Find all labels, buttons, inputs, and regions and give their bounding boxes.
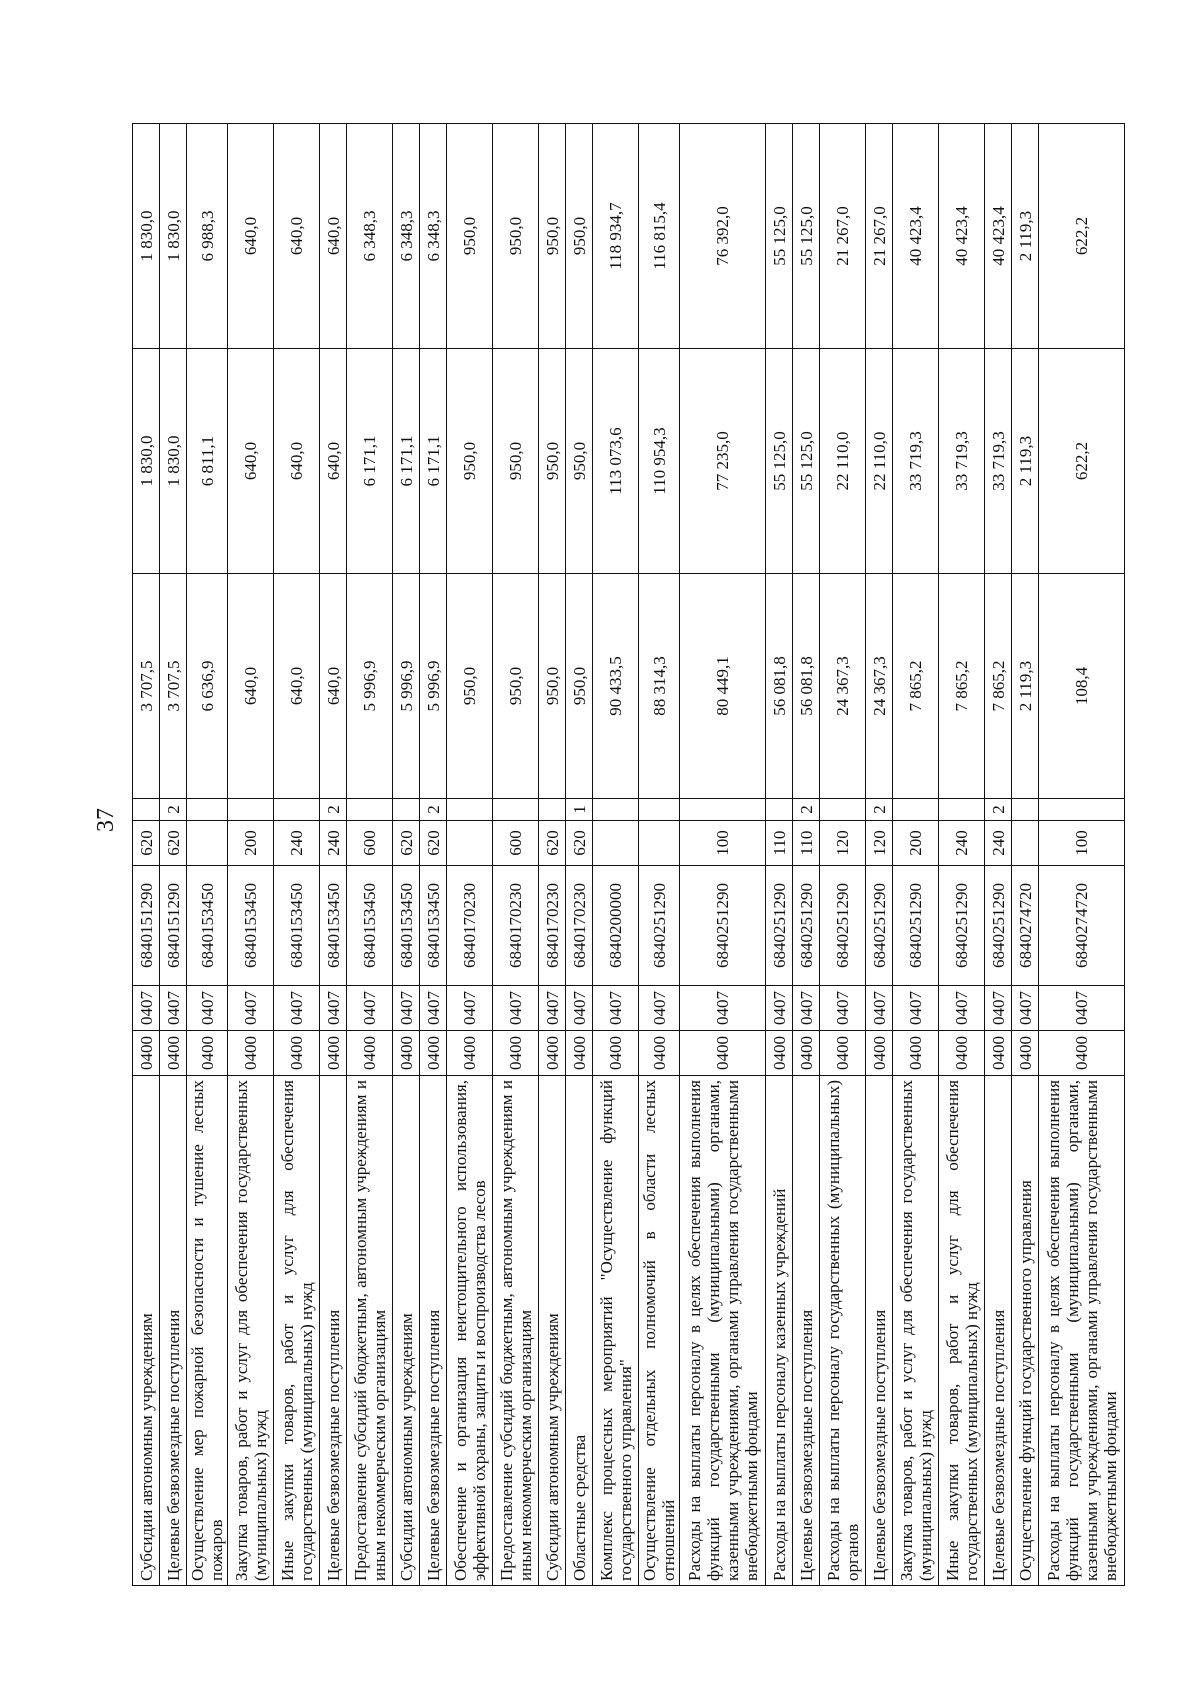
amount-year-3-cell: 640,0 <box>274 124 320 349</box>
row-name-cell: Расходы на выплаты персоналу казенных учреждений <box>766 1076 793 1586</box>
funding-source-code-cell <box>680 799 766 821</box>
target-article-cell: 6840170230 <box>493 866 539 986</box>
section-code-cell: 0400 <box>320 1031 347 1076</box>
amount-year-1-cell: 3 707,5 <box>133 574 160 799</box>
target-article-cell: 6840151290 <box>133 866 160 986</box>
table-row <box>274 124 320 1586</box>
amount-year-2-cell: 22 110,0 <box>866 349 893 574</box>
target-article-cell: 6840251290 <box>680 866 766 986</box>
funding-source-code-cell <box>187 799 228 821</box>
table-row <box>320 124 347 1586</box>
amount-year-2-cell: 77 235,0 <box>680 349 766 574</box>
section-code-cell: 0400 <box>793 1031 820 1076</box>
section-code-cell: 0400 <box>133 1031 160 1076</box>
subsection-code-cell: 0407 <box>985 986 1012 1031</box>
target-article-cell: 6840251290 <box>893 866 939 986</box>
subsection-code-cell: 0407 <box>893 986 939 1031</box>
expense-type-cell: 600 <box>347 821 393 866</box>
amount-year-2-cell: 55 125,0 <box>766 349 793 574</box>
subsection-code-cell: 0407 <box>133 986 160 1031</box>
amount-year-3-cell: 950,0 <box>493 124 539 349</box>
amount-year-2-cell: 22 110,0 <box>820 349 866 574</box>
target-article-cell: 6840200000 <box>593 866 639 986</box>
expense-type-cell: 620 <box>420 821 447 866</box>
amount-year-3-cell: 40 423,4 <box>939 124 985 349</box>
expense-type-cell <box>639 821 680 866</box>
row-name-cell: Субсидии автономным учреждениям <box>393 1076 420 1586</box>
amount-year-1-cell: 56 081,8 <box>766 574 793 799</box>
row-name-cell: Закупка товаров, работ и услуг для обеспечения государственных (муниципальных) нужд <box>893 1076 939 1586</box>
subsection-code-cell: 0407 <box>793 986 820 1031</box>
table-row <box>893 124 939 1586</box>
page-number: 37 <box>93 808 119 832</box>
expense-type-cell: 110 <box>793 821 820 866</box>
amount-year-2-cell: 6 811,1 <box>187 349 228 574</box>
amount-year-2-cell: 640,0 <box>228 349 274 574</box>
amount-year-3-cell: 950,0 <box>539 124 566 349</box>
amount-year-1-cell: 3 707,5 <box>160 574 187 799</box>
amount-year-3-cell: 6 348,3 <box>420 124 447 349</box>
row-name-cell: Предоставление субсидий бюджетным, автономным учреждениям и иным некоммерческим организациям <box>493 1076 539 1586</box>
row-name-cell: Закупка товаров, работ и услуг для обеспечения государственных (муниципальных) нужд <box>228 1076 274 1586</box>
amount-year-2-cell: 640,0 <box>320 349 347 574</box>
table-row <box>793 124 820 1586</box>
amount-year-1-cell: 7 865,2 <box>939 574 985 799</box>
expense-type-cell: 120 <box>820 821 866 866</box>
amount-year-1-cell: 24 367,3 <box>866 574 893 799</box>
section-code-cell: 0400 <box>1012 1031 1039 1076</box>
row-name-cell: Целевые безвозмездные поступления <box>160 1076 187 1586</box>
expense-type-cell: 620 <box>539 821 566 866</box>
row-name-cell: Расходы на выплаты персоналу государственных (муниципальных) органов <box>820 1076 866 1586</box>
table-row <box>820 124 866 1586</box>
budget-table-body <box>133 124 1125 1586</box>
expense-type-cell <box>1012 821 1039 866</box>
section-code-cell: 0400 <box>447 1031 493 1076</box>
expense-type-cell: 240 <box>939 821 985 866</box>
target-article-cell: 6840153450 <box>274 866 320 986</box>
amount-year-1-cell: 6 636,9 <box>187 574 228 799</box>
target-article-cell: 6840274720 <box>1039 866 1125 986</box>
subsection-code-cell: 0407 <box>639 986 680 1031</box>
target-article-cell: 6840274720 <box>1012 866 1039 986</box>
funding-source-code-cell <box>893 799 939 821</box>
amount-year-1-cell: 640,0 <box>228 574 274 799</box>
amount-year-3-cell: 622,2 <box>1039 124 1125 349</box>
amount-year-3-cell: 1 830,0 <box>133 124 160 349</box>
target-article-cell: 6840251290 <box>939 866 985 986</box>
subsection-code-cell: 0407 <box>347 986 393 1031</box>
expense-type-cell: 120 <box>866 821 893 866</box>
amount-year-1-cell: 640,0 <box>274 574 320 799</box>
amount-year-1-cell: 950,0 <box>539 574 566 799</box>
amount-year-1-cell: 7 865,2 <box>985 574 1012 799</box>
subsection-code-cell: 0407 <box>228 986 274 1031</box>
funding-source-code-cell <box>539 799 566 821</box>
amount-year-3-cell: 116 815,4 <box>639 124 680 349</box>
amount-year-1-cell: 7 865,2 <box>893 574 939 799</box>
funding-source-code-cell: 1 <box>566 799 593 821</box>
amount-year-1-cell: 90 433,5 <box>593 574 639 799</box>
subsection-code-cell: 0407 <box>393 986 420 1031</box>
row-name-cell: Осуществление мер пожарной безопасности и тушение лесных пожаров <box>187 1076 228 1586</box>
amount-year-3-cell: 640,0 <box>228 124 274 349</box>
funding-source-code-cell: 2 <box>420 799 447 821</box>
section-code-cell: 0400 <box>393 1031 420 1076</box>
target-article-cell: 6840153450 <box>228 866 274 986</box>
target-article-cell: 6840170230 <box>447 866 493 986</box>
amount-year-3-cell: 40 423,4 <box>893 124 939 349</box>
amount-year-2-cell: 2 119,3 <box>1012 349 1039 574</box>
section-code-cell: 0400 <box>187 1031 228 1076</box>
amount-year-3-cell: 950,0 <box>447 124 493 349</box>
amount-year-2-cell: 6 171,1 <box>393 349 420 574</box>
amount-year-1-cell: 5 996,9 <box>393 574 420 799</box>
target-article-cell: 6840170230 <box>539 866 566 986</box>
expense-type-cell: 100 <box>1039 821 1125 866</box>
amount-year-3-cell: 640,0 <box>320 124 347 349</box>
table-row <box>420 124 447 1586</box>
amount-year-1-cell: 24 367,3 <box>820 574 866 799</box>
amount-year-2-cell: 113 073,6 <box>593 349 639 574</box>
row-name-cell: Расходы на выплаты персоналу в целях обеспечения выполнения функций государственными (муниципальными) органами, казенными учреждениями, органами управления государственными внебюджетными фондами <box>680 1076 766 1586</box>
row-name-cell: Расходы на выплаты персоналу в целях обеспечения выполнения функций государственными (муниципальными) органами, казенными учреждениями, органами управления государственными внебюджетными фондами <box>1039 1076 1125 1586</box>
section-code-cell: 0400 <box>274 1031 320 1076</box>
target-article-cell: 6840251290 <box>985 866 1012 986</box>
section-code-cell: 0400 <box>639 1031 680 1076</box>
amount-year-2-cell: 622,2 <box>1039 349 1125 574</box>
expense-type-cell <box>593 821 639 866</box>
amount-year-2-cell: 33 719,3 <box>893 349 939 574</box>
expense-type-cell: 620 <box>393 821 420 866</box>
amount-year-2-cell: 950,0 <box>447 349 493 574</box>
target-article-cell: 6840153450 <box>187 866 228 986</box>
table-row <box>1012 124 1039 1586</box>
expense-type-cell: 240 <box>320 821 347 866</box>
table-row <box>393 124 420 1586</box>
funding-source-code-cell <box>274 799 320 821</box>
funding-source-code-cell <box>447 799 493 821</box>
expense-type-cell: 620 <box>566 821 593 866</box>
funding-source-code-cell <box>228 799 274 821</box>
funding-source-code-cell: 2 <box>985 799 1012 821</box>
subsection-code-cell: 0407 <box>866 986 893 1031</box>
target-article-cell: 6840153450 <box>320 866 347 986</box>
table-row <box>866 124 893 1586</box>
row-name-cell: Целевые безвозмездные поступления <box>866 1076 893 1586</box>
amount-year-2-cell: 950,0 <box>539 349 566 574</box>
table-row <box>347 124 393 1586</box>
expense-type-cell: 200 <box>893 821 939 866</box>
table-row <box>447 124 493 1586</box>
funding-source-code-cell: 2 <box>866 799 893 821</box>
amount-year-2-cell: 1 830,0 <box>160 349 187 574</box>
target-article-cell: 6840170230 <box>566 866 593 986</box>
row-name-cell: Иные закупки товаров, работ и услуг для обеспечения государственных (муниципальных) нужд <box>274 1076 320 1586</box>
amount-year-2-cell: 33 719,3 <box>985 349 1012 574</box>
amount-year-3-cell: 6 348,3 <box>347 124 393 349</box>
section-code-cell: 0400 <box>493 1031 539 1076</box>
target-article-cell: 6840251290 <box>793 866 820 986</box>
expense-type-cell: 620 <box>133 821 160 866</box>
section-code-cell: 0400 <box>1039 1031 1125 1076</box>
row-name-cell: Иные закупки товаров, работ и услуг для обеспечения государственных (муниципальных) нужд <box>939 1076 985 1586</box>
amount-year-3-cell: 950,0 <box>566 124 593 349</box>
amount-year-1-cell: 950,0 <box>447 574 493 799</box>
row-name-cell: Целевые безвозмездные поступления <box>985 1076 1012 1586</box>
amount-year-1-cell: 2 119,3 <box>1012 574 1039 799</box>
amount-year-2-cell: 6 171,1 <box>347 349 393 574</box>
table-row <box>493 124 539 1586</box>
table-row <box>639 124 680 1586</box>
subsection-code-cell: 0407 <box>493 986 539 1031</box>
amount-year-2-cell: 6 171,1 <box>420 349 447 574</box>
amount-year-3-cell: 1 830,0 <box>160 124 187 349</box>
funding-source-code-cell: 2 <box>320 799 347 821</box>
subsection-code-cell: 0407 <box>939 986 985 1031</box>
funding-source-code-cell <box>639 799 680 821</box>
section-code-cell: 0400 <box>680 1031 766 1076</box>
expense-type-cell <box>187 821 228 866</box>
amount-year-2-cell: 55 125,0 <box>793 349 820 574</box>
amount-year-2-cell: 640,0 <box>274 349 320 574</box>
funding-source-code-cell <box>593 799 639 821</box>
table-row <box>766 124 793 1586</box>
target-article-cell: 6840151290 <box>160 866 187 986</box>
funding-source-code-cell: 2 <box>160 799 187 821</box>
subsection-code-cell: 0407 <box>1012 986 1039 1031</box>
funding-source-code-cell <box>820 799 866 821</box>
row-name-cell: Обеспечение и организация неистощительного использования, эффективной охраны, защиты и воспроизводства лесов <box>447 1076 493 1586</box>
table-row <box>160 124 187 1586</box>
row-name-cell: Целевые безвозмездные поступления <box>320 1076 347 1586</box>
funding-source-code-cell <box>1039 799 1125 821</box>
section-code-cell: 0400 <box>939 1031 985 1076</box>
row-name-cell: Областные средства <box>566 1076 593 1586</box>
section-code-cell: 0400 <box>347 1031 393 1076</box>
table-row <box>133 124 160 1586</box>
section-code-cell: 0400 <box>766 1031 793 1076</box>
funding-source-code-cell <box>347 799 393 821</box>
table-row <box>680 124 766 1586</box>
expense-type-cell: 620 <box>160 821 187 866</box>
budget-table-container <box>132 124 1120 1586</box>
amount-year-1-cell: 80 449,1 <box>680 574 766 799</box>
amount-year-1-cell: 5 996,9 <box>420 574 447 799</box>
table-row <box>939 124 985 1586</box>
row-name-cell: Целевые безвозмездные поступления <box>793 1076 820 1586</box>
row-name-cell: Осуществление функций государственного управления <box>1012 1076 1039 1586</box>
section-code-cell: 0400 <box>893 1031 939 1076</box>
target-article-cell: 6840251290 <box>639 866 680 986</box>
section-code-cell: 0400 <box>228 1031 274 1076</box>
subsection-code-cell: 0407 <box>680 986 766 1031</box>
target-article-cell: 6840251290 <box>866 866 893 986</box>
row-name-cell: Субсидии автономным учреждениям <box>539 1076 566 1586</box>
target-article-cell: 6840153450 <box>393 866 420 986</box>
row-name-cell: Предоставление субсидий бюджетным, автономным учреждениям и иным некоммерческим организациям <box>347 1076 393 1586</box>
expense-type-cell: 200 <box>228 821 274 866</box>
subsection-code-cell: 0407 <box>320 986 347 1031</box>
expense-type-cell: 600 <box>493 821 539 866</box>
section-code-cell: 0400 <box>566 1031 593 1076</box>
amount-year-3-cell: 76 392,0 <box>680 124 766 349</box>
subsection-code-cell: 0407 <box>593 986 639 1031</box>
amount-year-1-cell: 88 314,3 <box>639 574 680 799</box>
expense-type-cell: 240 <box>985 821 1012 866</box>
target-article-cell: 6840251290 <box>766 866 793 986</box>
section-code-cell: 0400 <box>593 1031 639 1076</box>
subsection-code-cell: 0407 <box>566 986 593 1031</box>
row-name-cell: Осуществление отдельных полномочий в области лесных отношений <box>639 1076 680 1586</box>
amount-year-1-cell: 108,4 <box>1039 574 1125 799</box>
funding-source-code-cell <box>133 799 160 821</box>
amount-year-3-cell: 55 125,0 <box>793 124 820 349</box>
table-row <box>228 124 274 1586</box>
amount-year-3-cell: 21 267,0 <box>866 124 893 349</box>
funding-source-code-cell <box>393 799 420 821</box>
funding-source-code-cell <box>493 799 539 821</box>
amount-year-1-cell: 640,0 <box>320 574 347 799</box>
funding-source-code-cell <box>939 799 985 821</box>
table-row <box>539 124 566 1586</box>
section-code-cell: 0400 <box>420 1031 447 1076</box>
funding-source-code-cell: 2 <box>793 799 820 821</box>
subsection-code-cell: 0407 <box>1039 986 1125 1031</box>
funding-source-code-cell <box>766 799 793 821</box>
target-article-cell: 6840251290 <box>820 866 866 986</box>
amount-year-1-cell: 950,0 <box>493 574 539 799</box>
amount-year-2-cell: 950,0 <box>566 349 593 574</box>
expense-type-cell: 110 <box>766 821 793 866</box>
subsection-code-cell: 0407 <box>820 986 866 1031</box>
table-row <box>1039 124 1125 1586</box>
amount-year-3-cell: 40 423,4 <box>985 124 1012 349</box>
amount-year-3-cell: 21 267,0 <box>820 124 866 349</box>
expense-type-cell <box>447 821 493 866</box>
table-row <box>593 124 639 1586</box>
row-name-cell: Целевые безвозмездные поступления <box>420 1076 447 1586</box>
amount-year-1-cell: 950,0 <box>566 574 593 799</box>
amount-year-2-cell: 110 954,3 <box>639 349 680 574</box>
section-code-cell: 0400 <box>160 1031 187 1076</box>
subsection-code-cell: 0407 <box>539 986 566 1031</box>
amount-year-1-cell: 56 081,8 <box>793 574 820 799</box>
amount-year-2-cell: 1 830,0 <box>133 349 160 574</box>
subsection-code-cell: 0407 <box>447 986 493 1031</box>
subsection-code-cell: 0407 <box>160 986 187 1031</box>
subsection-code-cell: 0407 <box>274 986 320 1031</box>
amount-year-3-cell: 118 934,7 <box>593 124 639 349</box>
table-row <box>187 124 228 1586</box>
budget-table <box>132 123 1125 1586</box>
subsection-code-cell: 0407 <box>766 986 793 1031</box>
amount-year-3-cell: 2 119,3 <box>1012 124 1039 349</box>
section-code-cell: 0400 <box>866 1031 893 1076</box>
section-code-cell: 0400 <box>820 1031 866 1076</box>
amount-year-2-cell: 950,0 <box>493 349 539 574</box>
section-code-cell: 0400 <box>539 1031 566 1076</box>
expense-type-cell: 100 <box>680 821 766 866</box>
table-row <box>566 124 593 1586</box>
amount-year-1-cell: 5 996,9 <box>347 574 393 799</box>
amount-year-3-cell: 6 988,3 <box>187 124 228 349</box>
section-code-cell: 0400 <box>985 1031 1012 1076</box>
subsection-code-cell: 0407 <box>187 986 228 1031</box>
target-article-cell: 6840153450 <box>347 866 393 986</box>
target-article-cell: 6840153450 <box>420 866 447 986</box>
subsection-code-cell: 0407 <box>420 986 447 1031</box>
amount-year-3-cell: 6 348,3 <box>393 124 420 349</box>
table-row <box>985 124 1012 1586</box>
amount-year-2-cell: 33 719,3 <box>939 349 985 574</box>
amount-year-3-cell: 55 125,0 <box>766 124 793 349</box>
row-name-cell: Комплекс процессных мероприятий "Осуществление функций государственного управления" <box>593 1076 639 1586</box>
row-name-cell: Субсидии автономным учреждениям <box>133 1076 160 1586</box>
expense-type-cell: 240 <box>274 821 320 866</box>
funding-source-code-cell <box>1012 799 1039 821</box>
